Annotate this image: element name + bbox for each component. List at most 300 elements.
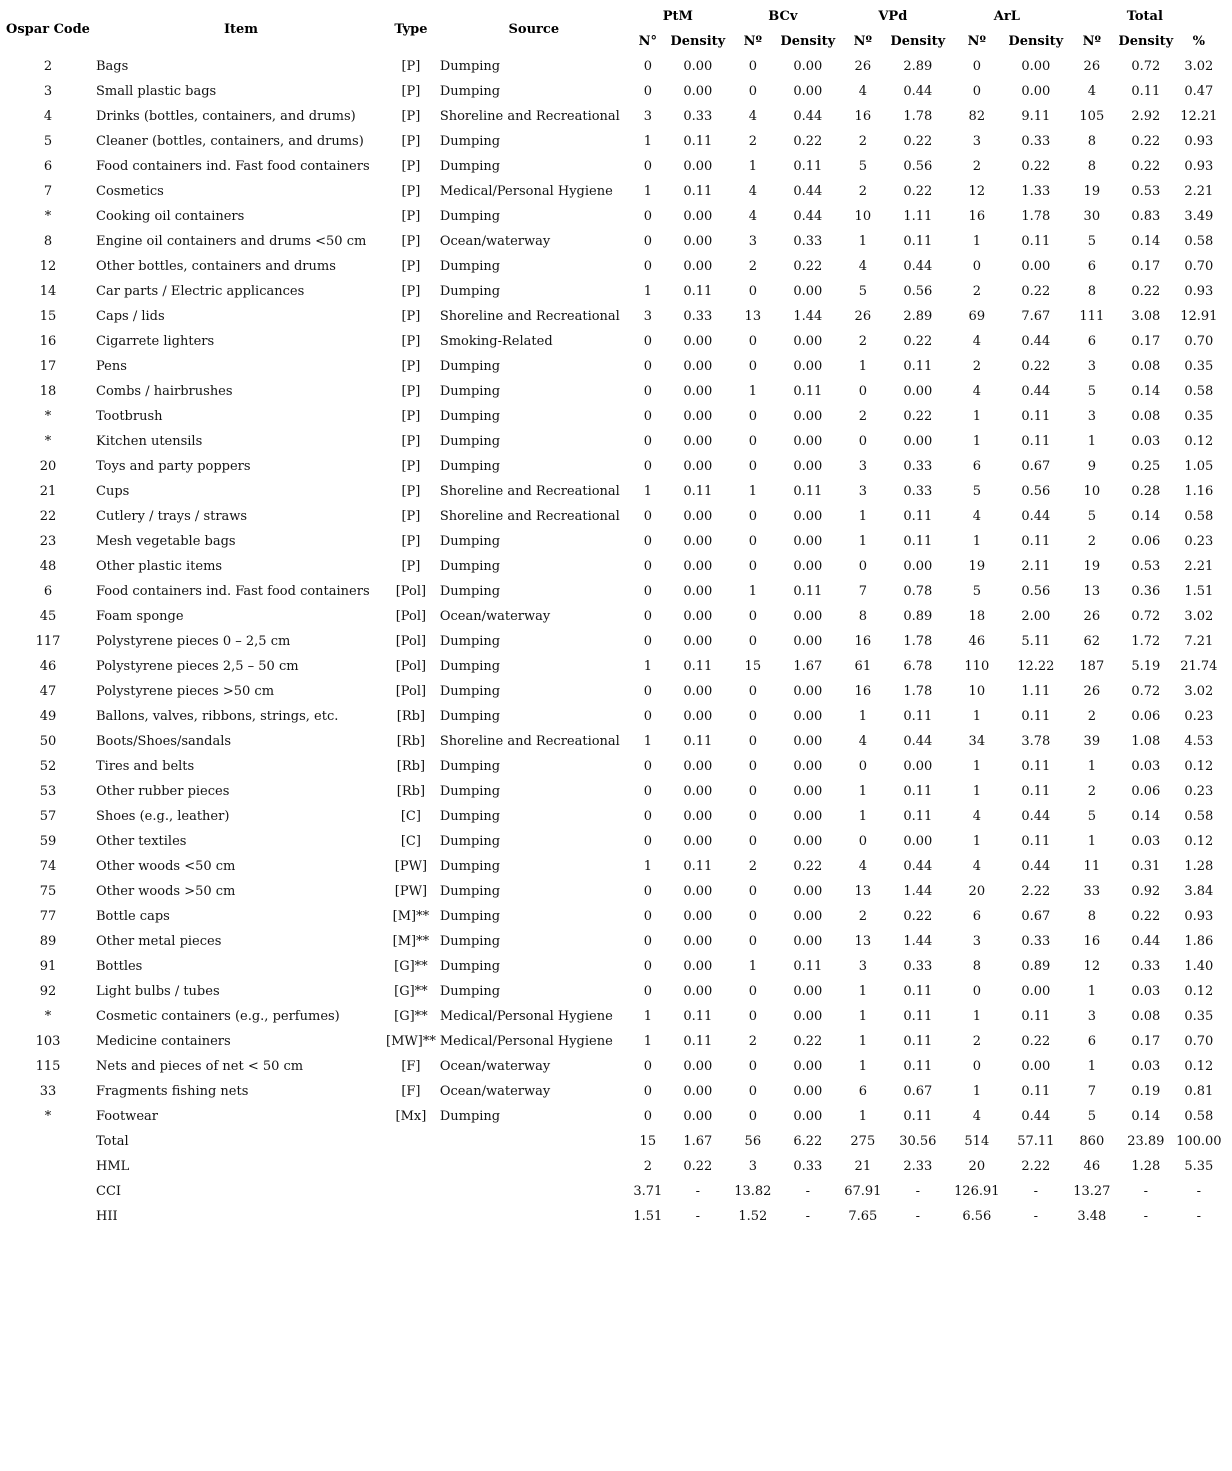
table-row — [0, 779, 1224, 804]
cell-bcv-density: 0.00 — [793, 709, 823, 724]
cell-type: [P] — [401, 534, 421, 549]
cell-type: [M]** — [392, 909, 430, 924]
cell-total-density: 0.06 — [1131, 784, 1161, 799]
header-ptm-density: Density — [670, 34, 726, 49]
cell-source: Shoreline and Recreational — [439, 509, 620, 524]
cell-vpd-density: 0.89 — [903, 609, 933, 624]
cell-vpd-density: 30.56 — [899, 1134, 937, 1149]
cell-type: [P] — [401, 109, 421, 124]
cell-vpd-count: 1 — [858, 809, 867, 824]
cell-source: Dumping — [439, 534, 501, 549]
cell-total-density: 0.33 — [1131, 959, 1161, 974]
cell-ptm-count: 1 — [643, 659, 652, 674]
cell-vpd-count: 26 — [854, 59, 872, 74]
cell-arl-density: 0.56 — [1021, 484, 1051, 499]
cell-type: [M]** — [392, 934, 430, 949]
cell-ospar-code: 21 — [39, 484, 57, 499]
cell-source: Dumping — [439, 434, 501, 449]
cell-source: Dumping — [439, 209, 501, 224]
cell-bcv-count: 0 — [748, 809, 757, 824]
cell-source: Dumping — [439, 384, 501, 399]
cell-source: Dumping — [439, 659, 501, 674]
cell-ospar-code: 17 — [39, 359, 57, 374]
cell-bcv-density: 0.00 — [793, 884, 823, 899]
cell-arl-density: 0.44 — [1021, 384, 1051, 399]
cell-item: Foam sponge — [96, 609, 184, 624]
cell-type: [P] — [401, 559, 421, 574]
cell-ptm-count: 0 — [643, 809, 652, 824]
cell-item: Footwear — [96, 1109, 158, 1124]
cell-total-percent: 0.93 — [1184, 134, 1214, 149]
cell-total-percent: 12.21 — [1180, 109, 1218, 124]
table-row — [0, 1104, 1224, 1129]
cell-ospar-code: * — [44, 1009, 52, 1024]
cell-item: Toys and party poppers — [96, 459, 251, 474]
cell-source: Dumping — [439, 909, 501, 924]
cell-arl-density: 0.22 — [1021, 1034, 1051, 1049]
cell-ospar-code: 89 — [39, 934, 57, 949]
cell-ptm-density: 0.00 — [683, 634, 713, 649]
cell-ptm-density: 0.00 — [683, 409, 713, 424]
cell-source: Dumping — [439, 584, 501, 599]
cell-bcv-density: 0.11 — [793, 384, 823, 399]
cell-ospar-code: 48 — [39, 559, 57, 574]
cell-source: Dumping — [439, 359, 501, 374]
cell-arl-density: 57.11 — [1017, 1134, 1055, 1149]
cell-arl-count: 1 — [972, 759, 981, 774]
cell-arl-density: 5.11 — [1021, 634, 1051, 649]
cell-total-count: 13 — [1083, 584, 1101, 599]
cell-vpd-density: 0.22 — [903, 409, 933, 424]
cell-item: Other bottles, containers and drums — [96, 259, 336, 274]
cell-arl-count: 4 — [972, 509, 981, 524]
cell-ptm-count: 0 — [643, 884, 652, 899]
cell-total-percent: 0.23 — [1184, 784, 1214, 799]
cell-bcv-count: 0 — [748, 934, 757, 949]
cell-ospar-code: 20 — [39, 459, 57, 474]
cell-vpd-density: 0.11 — [903, 534, 933, 549]
cell-vpd-count: 2 — [858, 909, 867, 924]
cell-total-percent: - — [1196, 1209, 1202, 1224]
cell-bcv-count: 0 — [748, 759, 757, 774]
cell-ptm-density: 0.00 — [683, 434, 713, 449]
cell-vpd-density: 0.00 — [903, 384, 933, 399]
cell-arl-density: 0.11 — [1021, 409, 1051, 424]
cell-ospar-code: 75 — [39, 884, 57, 899]
cell-total-count: 30 — [1083, 209, 1101, 224]
cell-type: [P] — [401, 434, 421, 449]
cell-item: Drinks (bottles, containers, and drums) — [96, 109, 356, 124]
cell-ptm-density: 0.00 — [683, 534, 713, 549]
cell-arl-density: 2.11 — [1021, 559, 1051, 574]
cell-vpd-density: 0.00 — [903, 434, 933, 449]
cell-vpd-density: 1.11 — [903, 209, 933, 224]
cell-bcv-count: 0 — [748, 784, 757, 799]
cell-vpd-count: 1 — [858, 1109, 867, 1124]
cell-arl-count: 6 — [972, 909, 981, 924]
header-type: Type — [394, 21, 428, 37]
cell-ptm-density: 0.00 — [683, 709, 713, 724]
cell-bcv-density: - — [805, 1209, 811, 1224]
cell-bcv-count: 0 — [748, 84, 757, 99]
cell-arl-density: 0.67 — [1021, 909, 1051, 924]
cell-ptm-density: 0.00 — [683, 84, 713, 99]
cell-item: HII — [96, 1209, 118, 1224]
cell-total-density: 0.08 — [1131, 1009, 1161, 1024]
cell-vpd-count: 1 — [858, 1059, 867, 1074]
cell-ptm-count: 0 — [643, 334, 652, 349]
cell-ospar-code: 49 — [39, 709, 57, 724]
cell-vpd-count: 0 — [858, 834, 867, 849]
cell-vpd-density: 0.56 — [903, 159, 933, 174]
cell-bcv-density: 0.11 — [793, 484, 823, 499]
cell-arl-density: 0.67 — [1021, 459, 1051, 474]
cell-bcv-count: 2 — [748, 259, 757, 274]
cell-bcv-count: 0 — [748, 1009, 757, 1024]
cell-vpd-count: 1 — [858, 534, 867, 549]
cell-ospar-code: 74 — [39, 859, 57, 874]
cell-total-density: 3.08 — [1131, 309, 1161, 324]
cell-source: Ocean/waterway — [439, 1059, 551, 1074]
cell-total-density: 0.19 — [1131, 1084, 1161, 1099]
cell-vpd-count: 2 — [858, 334, 867, 349]
cell-source: Dumping — [439, 634, 501, 649]
cell-item: Small plastic bags — [96, 84, 217, 99]
cell-bcv-density: 0.00 — [793, 809, 823, 824]
cell-total-density: 0.14 — [1131, 384, 1161, 399]
cell-total-density: 0.06 — [1131, 709, 1161, 724]
cell-total-count: 46 — [1083, 1159, 1101, 1174]
header-row-groups — [0, 4, 1224, 29]
cell-ptm-count: 0 — [643, 784, 652, 799]
cell-bcv-density: 0.00 — [793, 909, 823, 924]
cell-arl-density: 0.11 — [1021, 534, 1051, 549]
cell-ptm-count: 1 — [643, 184, 652, 199]
table-row — [0, 279, 1224, 304]
cell-item: HML — [96, 1159, 130, 1174]
cell-total-count: 860 — [1079, 1134, 1105, 1149]
cell-ptm-count: 1 — [643, 734, 652, 749]
cell-ptm-count: 0 — [643, 459, 652, 474]
table-row — [0, 979, 1224, 1004]
cell-source: Dumping — [439, 284, 501, 299]
cell-arl-density: 1.78 — [1021, 209, 1051, 224]
cell-bcv-count: 0 — [748, 509, 757, 524]
cell-source: Dumping — [439, 809, 501, 824]
cell-bcv-density: 0.00 — [793, 734, 823, 749]
cell-arl-density: 2.00 — [1021, 609, 1051, 624]
cell-arl-count: 2 — [972, 159, 981, 174]
cell-item: Food containers ind. Fast food containers — [96, 159, 370, 174]
cell-arl-density: - — [1033, 1184, 1039, 1199]
cell-total-percent: 0.93 — [1184, 909, 1214, 924]
cell-arl-count: 2 — [972, 284, 981, 299]
cell-item: Nets and pieces of net < 50 cm — [96, 1059, 304, 1074]
cell-ospar-code: 46 — [39, 659, 57, 674]
cell-total-count: 2 — [1087, 534, 1096, 549]
cell-vpd-density: 0.44 — [903, 259, 933, 274]
cell-ptm-count: 0 — [643, 709, 652, 724]
cell-total-count: 62 — [1083, 634, 1101, 649]
cell-bcv-density: 0.00 — [793, 559, 823, 574]
cell-ptm-density: 0.11 — [683, 184, 713, 199]
table-row — [0, 329, 1224, 354]
cell-vpd-density: 0.44 — [903, 734, 933, 749]
cell-bcv-count: 13.82 — [734, 1184, 772, 1199]
table-row — [0, 1179, 1224, 1204]
cell-vpd-density: 0.11 — [903, 709, 933, 724]
cell-type: [P] — [401, 359, 421, 374]
cell-arl-density: - — [1033, 1209, 1039, 1224]
table-row — [0, 79, 1224, 104]
cell-ospar-code: 16 — [39, 334, 57, 349]
cell-total-count: 5 — [1087, 384, 1096, 399]
cell-total-density: 5.19 — [1131, 659, 1161, 674]
cell-arl-count: 8 — [972, 959, 981, 974]
cell-ptm-count: 0 — [643, 584, 652, 599]
cell-bcv-count: 2 — [748, 1034, 757, 1049]
cell-source: Dumping — [439, 709, 501, 724]
cell-source — [436, 1204, 628, 1229]
cell-bcv-count: 4 — [748, 109, 757, 124]
cell-source: Medical/Personal Hygiene — [439, 1009, 613, 1024]
cell-total-count: 2 — [1087, 709, 1096, 724]
cell-type: [P] — [401, 309, 421, 324]
cell-total-density: 0.83 — [1131, 209, 1161, 224]
cell-type: [Pol] — [395, 684, 427, 699]
cell-arl-density: 0.11 — [1021, 834, 1051, 849]
cell-type: [P] — [401, 334, 421, 349]
cell-total-density: 0.22 — [1131, 909, 1161, 924]
cell-item: Bags — [96, 59, 129, 74]
cell-arl-count: 126.91 — [954, 1184, 1000, 1199]
cell-bcv-density: 0.00 — [793, 834, 823, 849]
table-row — [0, 929, 1224, 954]
cell-type: [Mx] — [395, 1109, 427, 1124]
cell-arl-count: 0 — [972, 259, 981, 274]
cell-arl-count: 1 — [972, 434, 981, 449]
cell-total-count: 3.48 — [1077, 1209, 1107, 1224]
table-row — [0, 954, 1224, 979]
cell-total-percent: 0.35 — [1184, 1009, 1214, 1024]
cell-vpd-density: 0.11 — [903, 784, 933, 799]
cell-bcv-density: 0.11 — [793, 959, 823, 974]
cell-source: Dumping — [439, 884, 501, 899]
cell-source: Dumping — [439, 934, 501, 949]
cell-total-density: 0.03 — [1131, 1059, 1161, 1074]
cell-ospar-code: 6 — [43, 584, 53, 599]
cell-vpd-count: 2 — [858, 409, 867, 424]
cell-ospar-code: 23 — [39, 534, 57, 549]
cell-ptm-count: 0 — [643, 234, 652, 249]
cell-vpd-count: 3 — [858, 959, 867, 974]
cell-type: [Pol] — [395, 584, 427, 599]
cell-arl-count: 2 — [972, 359, 981, 374]
cell-arl-count: 12 — [968, 184, 986, 199]
cell-total-count: 5 — [1087, 234, 1096, 249]
cell-ospar-code: 57 — [39, 809, 57, 824]
cell-type — [386, 1129, 436, 1154]
cell-ptm-density: 0.00 — [683, 909, 713, 924]
table-row — [0, 504, 1224, 529]
cell-bcv-density: 1.67 — [793, 659, 823, 674]
cell-vpd-count: 1 — [858, 984, 867, 999]
cell-arl-count: 4 — [972, 1109, 981, 1124]
cell-total-count: 16 — [1083, 934, 1101, 949]
cell-total-count: 7 — [1087, 1084, 1096, 1099]
table-row — [0, 1004, 1224, 1029]
cell-ptm-count: 0 — [643, 759, 652, 774]
cell-total-density: 0.22 — [1131, 284, 1161, 299]
cell-ptm-count: 0 — [643, 559, 652, 574]
cell-total-count: 1 — [1087, 759, 1096, 774]
table-row — [0, 379, 1224, 404]
cell-ptm-density: 0.00 — [683, 684, 713, 699]
cell-vpd-density: 0.11 — [903, 359, 933, 374]
cell-ospar-code: * — [44, 1109, 52, 1124]
cell-ospar-code: 91 — [39, 959, 57, 974]
cell-vpd-count: 13 — [854, 934, 872, 949]
table-row — [0, 254, 1224, 279]
cell-bcv-count: 0 — [748, 1084, 757, 1099]
cell-bcv-density: 0.00 — [793, 434, 823, 449]
cell-vpd-density: 0.11 — [903, 234, 933, 249]
header-bcv-density: Density — [780, 34, 836, 49]
cell-vpd-count: 16 — [854, 109, 872, 124]
cell-item: Light bulbs / tubes — [96, 984, 220, 999]
cell-ptm-density: 0.22 — [683, 1159, 713, 1174]
cell-ptm-density: 0.00 — [683, 584, 713, 599]
cell-item: Cooking oil containers — [96, 209, 245, 224]
cell-total-density: 0.44 — [1131, 934, 1161, 949]
cell-arl-count: 4 — [972, 384, 981, 399]
cell-source — [436, 1179, 628, 1204]
cell-ospar-code: 18 — [39, 384, 57, 399]
cell-arl-density: 1.11 — [1021, 684, 1051, 699]
cell-bcv-density: 0.00 — [793, 634, 823, 649]
cell-ptm-count: 0 — [643, 534, 652, 549]
cell-vpd-density: 0.11 — [903, 1109, 933, 1124]
cell-arl-count: 3 — [972, 134, 981, 149]
cell-type — [386, 1154, 436, 1179]
cell-ospar-code: 7 — [43, 184, 53, 199]
cell-arl-density: 0.00 — [1021, 1059, 1051, 1074]
cell-arl-density: 0.44 — [1021, 809, 1051, 824]
cell-vpd-count: 0 — [858, 759, 867, 774]
cell-arl-density: 0.44 — [1021, 1109, 1051, 1124]
cell-vpd-density: 2.89 — [903, 59, 933, 74]
cell-ptm-count: 1 — [643, 134, 652, 149]
cell-total-percent: - — [1196, 1184, 1202, 1199]
cell-total-percent: 0.93 — [1184, 159, 1214, 174]
cell-total-count: 2 — [1087, 784, 1096, 799]
cell-total-percent: 2.21 — [1184, 559, 1214, 574]
cell-type: [G]** — [394, 1009, 428, 1024]
cell-total-count: 26 — [1083, 59, 1101, 74]
cell-ospar-code: 50 — [39, 734, 57, 749]
cell-bcv-count: 13 — [744, 309, 762, 324]
cell-arl-density: 3.78 — [1021, 734, 1051, 749]
cell-ospar-code: 4 — [43, 109, 53, 124]
header-group-total: Total — [1126, 9, 1163, 24]
cell-total-count: 5 — [1087, 809, 1096, 824]
cell-total-percent: 1.51 — [1184, 584, 1214, 599]
cell-type — [386, 1204, 436, 1229]
cell-vpd-density: 1.44 — [903, 884, 933, 899]
cell-ospar-code: 8 — [43, 234, 53, 249]
table-row — [0, 1129, 1224, 1154]
cell-source: Shoreline and Recreational — [439, 734, 620, 749]
cell-bcv-density: 6.22 — [793, 1134, 823, 1149]
cell-item: Tootbrush — [96, 409, 163, 424]
cell-source: Dumping — [439, 59, 501, 74]
cell-total-density: - — [1143, 1184, 1149, 1199]
cell-ptm-count: 0 — [643, 159, 652, 174]
cell-bcv-density: 0.00 — [793, 59, 823, 74]
cell-ptm-density: - — [695, 1209, 701, 1224]
cell-source: Dumping — [439, 959, 501, 974]
cell-arl-count: 69 — [968, 309, 986, 324]
cell-arl-density: 0.44 — [1021, 509, 1051, 524]
cell-ospar-code: 77 — [39, 909, 57, 924]
cell-type: [P] — [401, 209, 421, 224]
cell-ptm-density: 0.00 — [683, 59, 713, 74]
table-row — [0, 704, 1224, 729]
cell-bcv-density: 0.22 — [793, 134, 823, 149]
cell-total-density: 0.03 — [1131, 984, 1161, 999]
cell-item: Polystyrene pieces 0 – 2,5 cm — [96, 634, 291, 649]
cell-ospar-code: 59 — [39, 834, 57, 849]
table-row — [0, 754, 1224, 779]
cell-item: Bottles — [96, 959, 143, 974]
cell-vpd-count: 21 — [854, 1159, 872, 1174]
cell-item: Engine oil containers and drums <50 cm — [96, 234, 367, 249]
table-row — [0, 354, 1224, 379]
cell-ptm-density: 0.11 — [683, 484, 713, 499]
cell-ospar-code — [0, 1204, 96, 1229]
cell-type: [F] — [401, 1059, 421, 1074]
cell-vpd-density: 0.00 — [903, 834, 933, 849]
cell-vpd-density: 0.00 — [903, 559, 933, 574]
table-row — [0, 579, 1224, 604]
table-row — [0, 54, 1224, 79]
cell-ptm-density: 0.11 — [683, 659, 713, 674]
cell-item: Total — [96, 1134, 129, 1149]
cell-item: Shoes (e.g., leather) — [96, 809, 230, 824]
cell-source — [436, 1129, 628, 1154]
cell-source: Smoking-Related — [439, 334, 553, 349]
cell-vpd-count: 67.91 — [844, 1184, 882, 1199]
cell-total-count: 1 — [1087, 434, 1096, 449]
cell-ptm-density: 0.11 — [683, 1009, 713, 1024]
cell-arl-count: 3 — [972, 934, 981, 949]
cell-total-count: 105 — [1079, 109, 1105, 124]
cell-total-percent: 0.35 — [1184, 359, 1214, 374]
cell-vpd-density: 0.44 — [903, 84, 933, 99]
table-row — [0, 1054, 1224, 1079]
cell-bcv-count: 0 — [748, 834, 757, 849]
cell-ptm-density: 0.00 — [683, 234, 713, 249]
cell-arl-count: 10 — [968, 684, 986, 699]
cell-bcv-density: 0.22 — [793, 859, 823, 874]
cell-total-density: 1.28 — [1131, 1159, 1161, 1174]
cell-item: Other woods <50 cm — [96, 859, 236, 874]
cell-vpd-density: 0.33 — [903, 459, 933, 474]
cell-total-percent: 0.70 — [1184, 334, 1214, 349]
cell-bcv-count: 0 — [748, 984, 757, 999]
cell-bcv-density: 0.00 — [793, 334, 823, 349]
cell-ptm-density: 0.00 — [683, 1084, 713, 1099]
